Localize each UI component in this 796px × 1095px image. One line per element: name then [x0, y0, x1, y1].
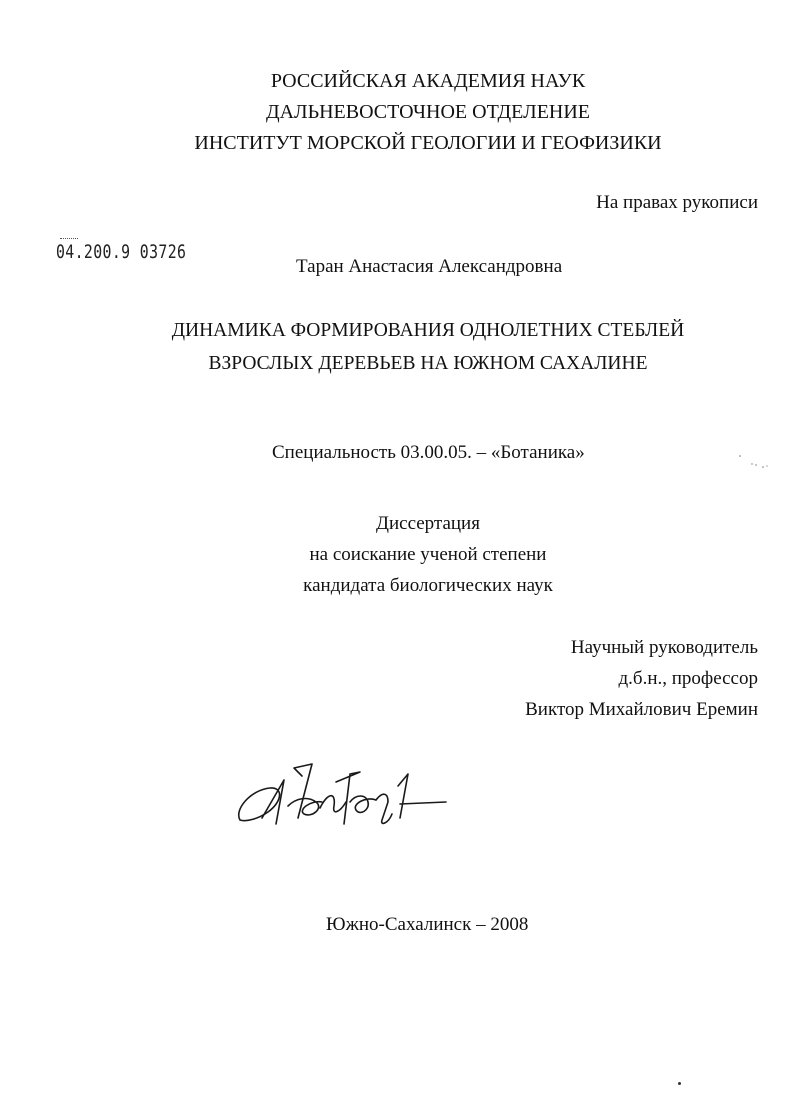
institute-name: ИНСТИТУТ МОРСКОЙ ГЕОЛОГИИ И ГЕОФИЗИКИ	[194, 132, 662, 154]
degree-purpose: на соискание ученой степени	[309, 544, 547, 565]
scan-dot	[678, 1082, 681, 1085]
supervisor-degree: д.б.н., профессор	[618, 668, 758, 689]
dissertation-title	[0, 314, 796, 380]
place-and-year: Южно-Сахалинск – 2008	[326, 914, 529, 935]
institution-header	[0, 66, 796, 159]
specialty-line: Специальность 03.00.05. – «Ботаника»	[272, 442, 585, 463]
supervisor-name: Виктор Михайлович Еремин	[525, 699, 758, 720]
branch-name: ДАЛЬНЕВОСТОЧНОЕ ОТДЕЛЕНИЕ	[265, 101, 591, 123]
title-line-2: ВЗРОСЛЫХ ДЕРЕВЬЕВ НА ЮЖНОМ САХАЛИНЕ	[208, 353, 648, 374]
degree-statement	[0, 508, 796, 601]
manuscript-rights-note: На правах рукописи	[596, 192, 758, 213]
author-name: Таран Анастасия Александровна	[296, 256, 563, 277]
title-line-1: ДИНАМИКА ФОРМИРОВАНИЯ ОДНОЛЕТНИХ СТЕБЛЕЙ	[171, 320, 685, 341]
scan-specks	[736, 452, 770, 472]
degree-name: кандидата биологических наук	[303, 575, 553, 596]
supervisor-role: Научный руководитель	[570, 637, 758, 658]
dissertation-label: Диссертация	[376, 513, 480, 534]
academy-name: РОССИЙСКАЯ АКАДЕМИЯ НАУК	[270, 70, 586, 92]
supervisor-block	[525, 632, 758, 725]
registration-stamp: 04.200.9 03726	[56, 241, 187, 263]
author-signature	[232, 762, 452, 832]
